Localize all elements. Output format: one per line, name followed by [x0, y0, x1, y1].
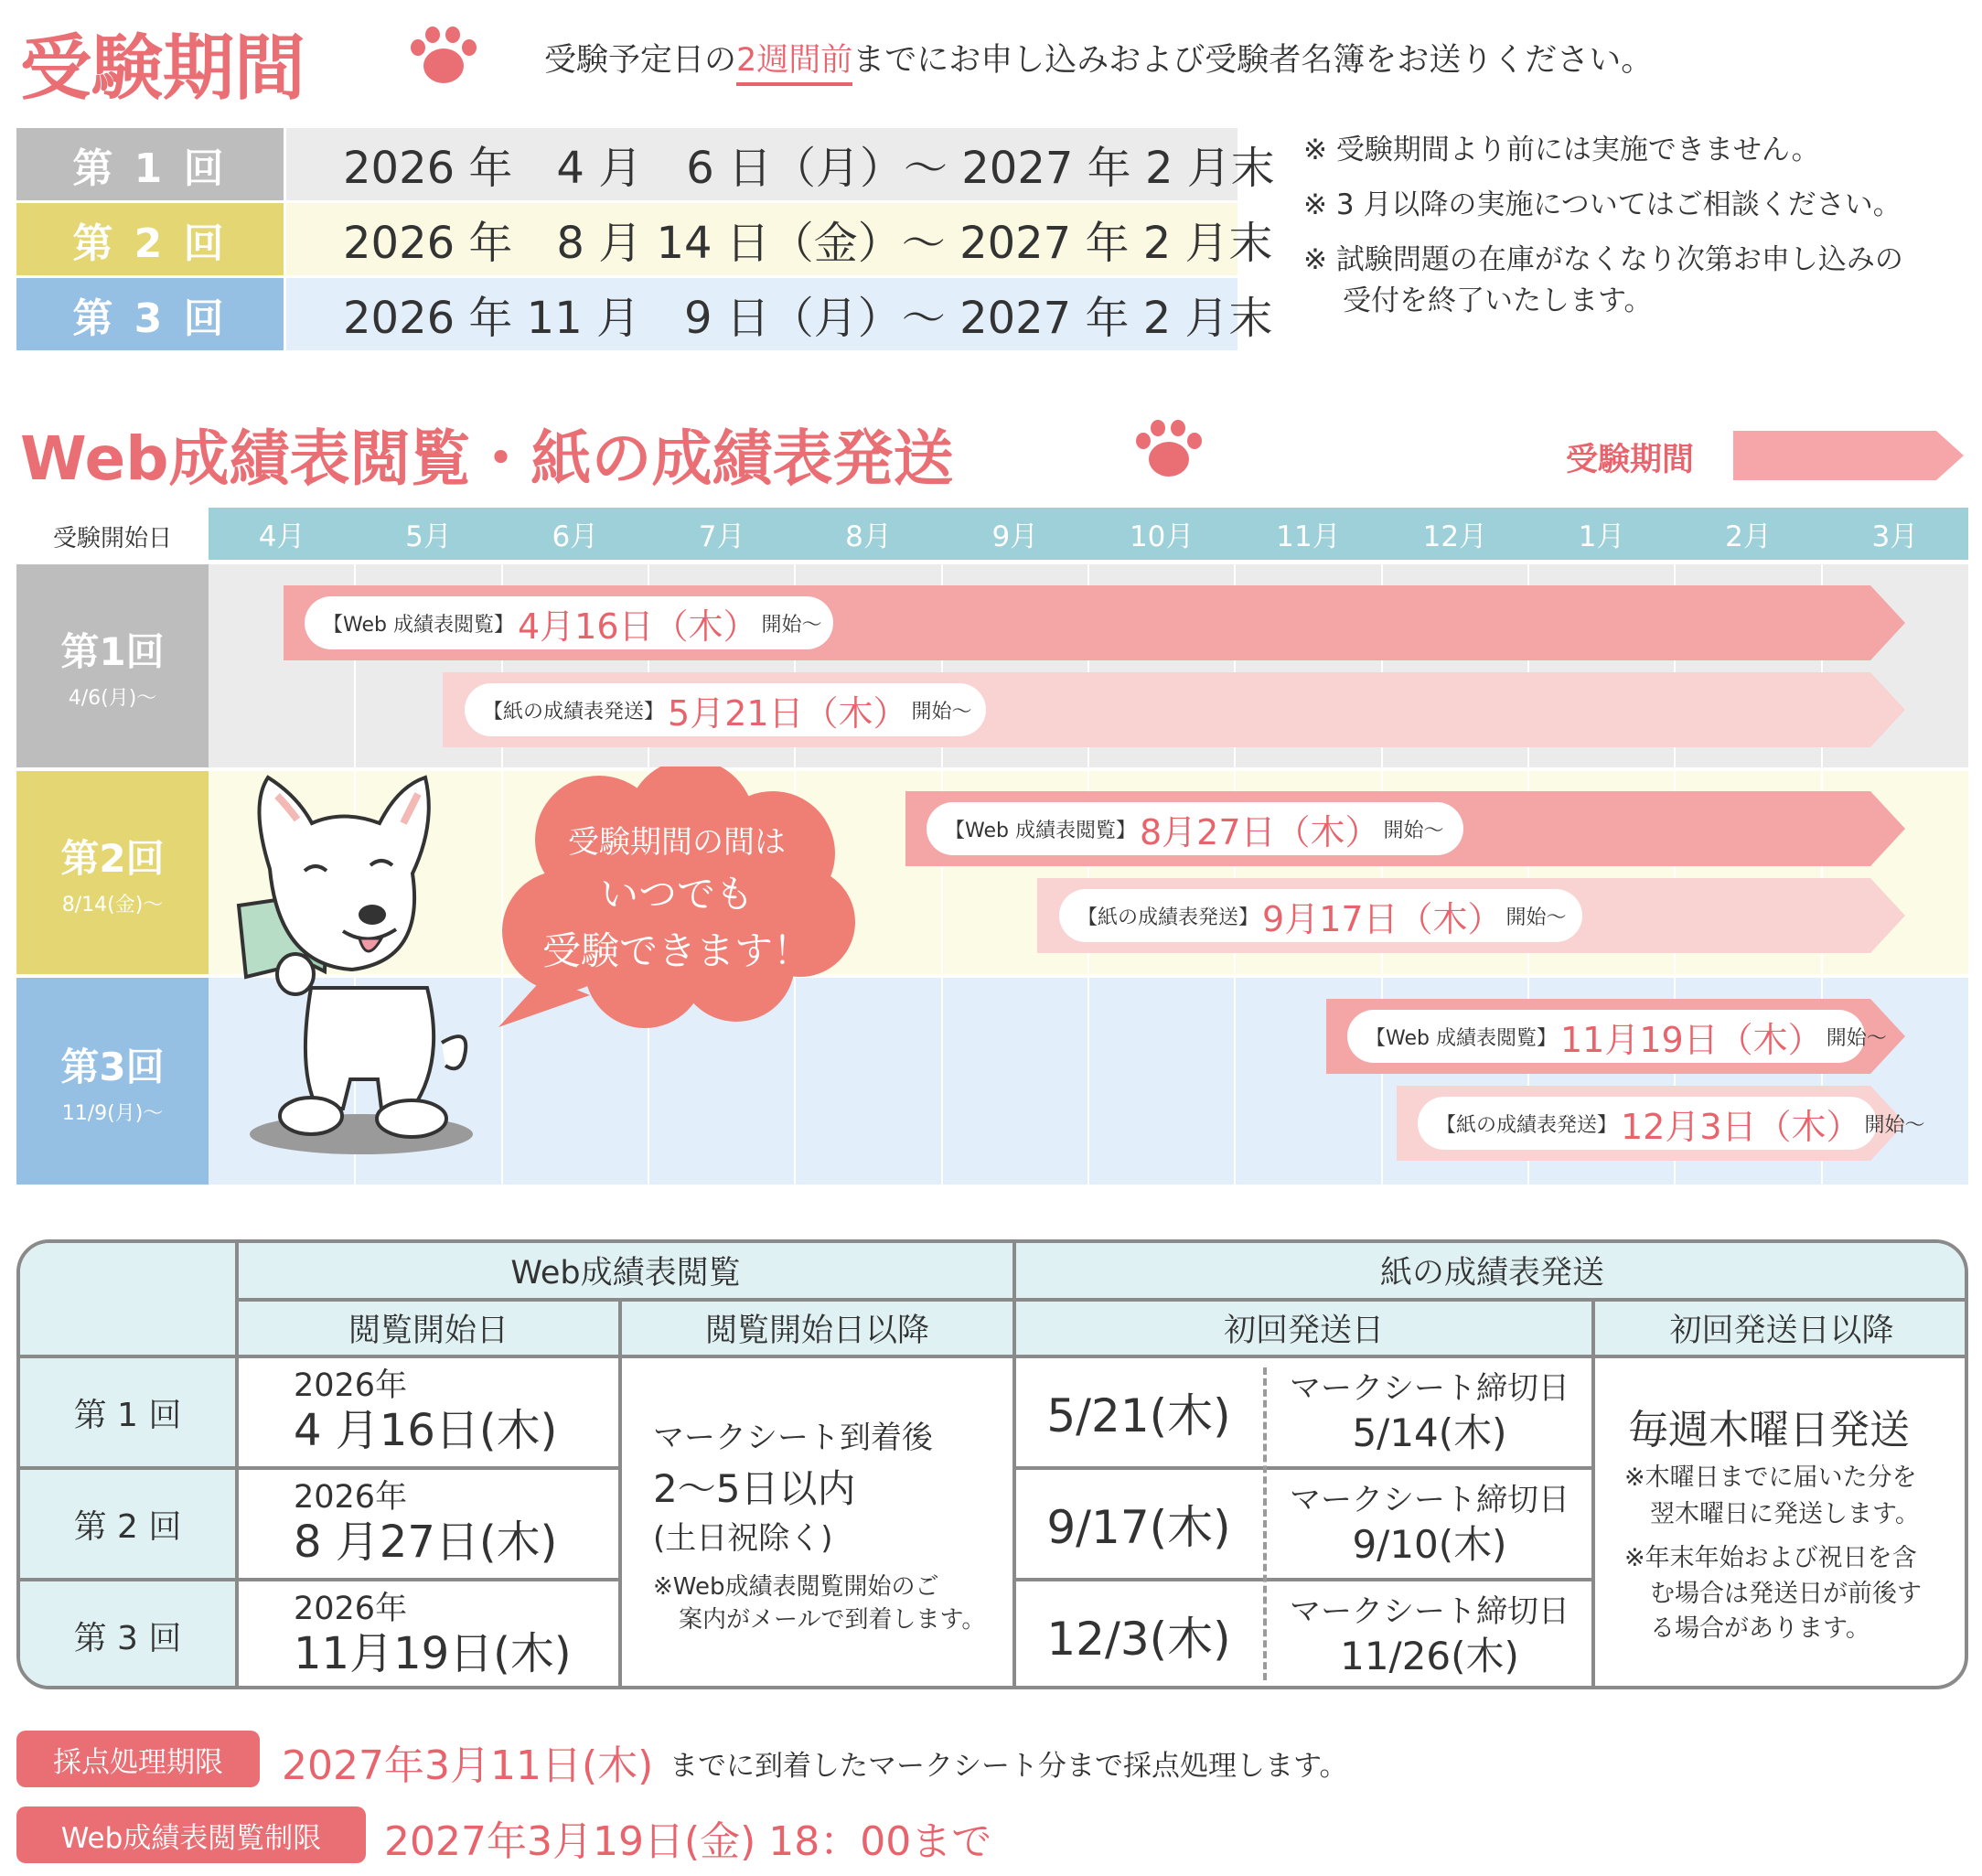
web-start-date-3: 2026年 11月19日(木)	[294, 1591, 572, 1679]
table-divider	[20, 1355, 1968, 1358]
table-corner	[20, 1243, 235, 1355]
period-date: 2026 年 8 月 14 日（金）～ 2027 年 2 月末	[286, 203, 1237, 275]
note-3: ※ 試験問題の在庫がなくなり次第お申し込みの	[1303, 243, 1903, 276]
timeline-title: Web成績表閲覧・紙の成績表発送	[20, 423, 954, 494]
note-1: ※ 受験期間より前には実施できません。	[1303, 134, 1820, 166]
marksheet-deadline-3: マークシート締切日 11/26(木)	[1290, 1593, 1570, 1678]
note-3-cont: 受付を終了いたします。	[1343, 284, 1653, 317]
dog-mascot-illustration	[233, 768, 498, 1162]
table-divider	[1012, 1243, 1016, 1689]
scoring-deadline-text: までに到着したマークシート分まで採点処理します。	[670, 1750, 1348, 1783]
legend-arrow	[1733, 427, 1966, 484]
dashed-divider	[1263, 1367, 1267, 1680]
month-label: 7月	[698, 520, 745, 553]
results-schedule-table	[16, 1239, 1968, 1689]
round-label-3: 第3回 11/9(月)～	[16, 978, 209, 1185]
paper-start-pill-1: 【紙の成績表発送】 5月21日（木） 開始～	[465, 683, 986, 736]
month-label: 3月	[1871, 520, 1919, 553]
row-label-1: 第 1 回	[20, 1358, 235, 1466]
scoring-deadline-badge: 採点処理期限	[16, 1731, 260, 1787]
month-label: 6月	[552, 520, 599, 553]
web-start-pill-2: 【Web 成績表閲覧】 8月27日（木） 開始～	[927, 802, 1463, 855]
table-divider	[20, 1578, 622, 1581]
period-row-1	[16, 128, 1275, 200]
table-divider	[235, 1298, 1968, 1302]
month-label: 4月	[258, 520, 305, 553]
exam-period-title: 受験期間	[20, 27, 306, 110]
start-date-header: 受験開始日	[52, 525, 172, 552]
table-divider	[1012, 1578, 1595, 1581]
col-web-start: 閲覧開始日	[239, 1302, 618, 1355]
paper-after-cell: 毎週木曜日発送 ※木曜日までに届いた分を 翌木曜日に発送します。 ※年末年始および祝日を含 む場合は発送日が前後す る場合があります。	[1624, 1407, 1922, 1643]
paper-start-pill-3: 【紙の成績表発送】 12月3日（木） 開始～	[1418, 1097, 1877, 1150]
period-date: 2026 年 11 月 9 日（月）～ 2027 年 2 月末	[286, 278, 1237, 350]
web-start-pill-3: 【Web 成績表閲覧】 11月19日（木） 開始～	[1347, 1010, 1865, 1063]
row-label-2: 第 2 回	[20, 1470, 235, 1578]
instruction-highlight: 2週間前	[736, 42, 852, 86]
scoring-deadline-date: 2027年3月11日(木)	[282, 1742, 654, 1789]
paper-first-date-2: 9/17(木)	[1046, 1501, 1231, 1554]
legend-label: 受験期間	[1566, 442, 1695, 478]
row-label-3: 第 3 回	[20, 1581, 235, 1689]
group-paper-header: 紙の成績表発送	[1016, 1243, 1968, 1298]
col-web-after: 閲覧開始日以降	[622, 1302, 1012, 1355]
col-paper-first: 初回発送日	[1016, 1302, 1591, 1355]
speech-bubble-text: 受験期間の間は いつでも 受験できます！	[541, 824, 811, 973]
period-date: 2026 年 4 月 6 日（月）～ 2027 年 2 月末	[286, 128, 1237, 200]
paw-icon	[407, 23, 480, 87]
period-row-3	[16, 278, 1273, 350]
instruction-text: 受験予定日の2週間前までにお申し込みおよび受験者名簿をお送りください。	[544, 35, 1653, 80]
paw-icon	[1132, 416, 1205, 480]
web-after-cell: マークシート到着後 2～5日以内 (土日祝除く) ※Web成績表閲覧開始のご 案内がメールで到着します。	[653, 1420, 986, 1634]
month-label: 1月	[1578, 520, 1625, 553]
period-label: 第 1 回	[16, 128, 284, 200]
round-label-2: 第2回 8/14(金)～	[16, 771, 209, 974]
month-label: 5月	[405, 520, 452, 553]
table-divider	[20, 1466, 622, 1470]
note-2: ※ 3 月以降の実施についてはご相談ください。	[1303, 188, 1902, 221]
paper-start-pill-2: 【紙の成績表発送】 9月17日（木） 開始～	[1059, 889, 1582, 942]
period-label: 第 3 回	[16, 278, 284, 350]
month-label: 12月	[1422, 520, 1488, 553]
marksheet-deadline-2: マークシート締切日 9/10(木)	[1290, 1482, 1570, 1567]
web-view-limit-badge: Web成績表閲覧制限	[16, 1806, 366, 1863]
month-label: 2月	[1725, 520, 1772, 553]
table-divider	[1012, 1466, 1595, 1470]
table-divider	[1591, 1298, 1595, 1689]
web-start-date-2: 2026年 8 月27日(木)	[294, 1479, 558, 1568]
col-paper-after: 初回発送日以降	[1595, 1302, 1968, 1355]
month-label: 8月	[845, 520, 892, 553]
month-label: 10月	[1129, 520, 1195, 553]
paper-first-date-1: 5/21(木)	[1046, 1389, 1231, 1442]
period-label: 第 2 回	[16, 203, 284, 275]
month-label: 9月	[991, 520, 1039, 553]
web-start-date-1: 2026年 4 月16日(木)	[294, 1367, 558, 1456]
table-divider	[235, 1243, 239, 1689]
table-divider	[618, 1298, 622, 1689]
marksheet-deadline-1: マークシート締切日 5/14(木)	[1290, 1370, 1570, 1455]
paper-first-date-3: 12/3(木)	[1046, 1613, 1231, 1666]
web-start-pill-1: 【Web 成績表閲覧】 4月16日（木） 開始～	[305, 596, 833, 649]
month-label: 11月	[1276, 520, 1341, 553]
round-label-1: 第1回 4/6(月)～	[16, 564, 209, 767]
period-row-2	[16, 203, 1273, 275]
web-view-limit-date: 2027年3月19日(金) 18：00まで	[384, 1818, 992, 1865]
group-web-header: Web成績表閲覧	[239, 1243, 1012, 1298]
